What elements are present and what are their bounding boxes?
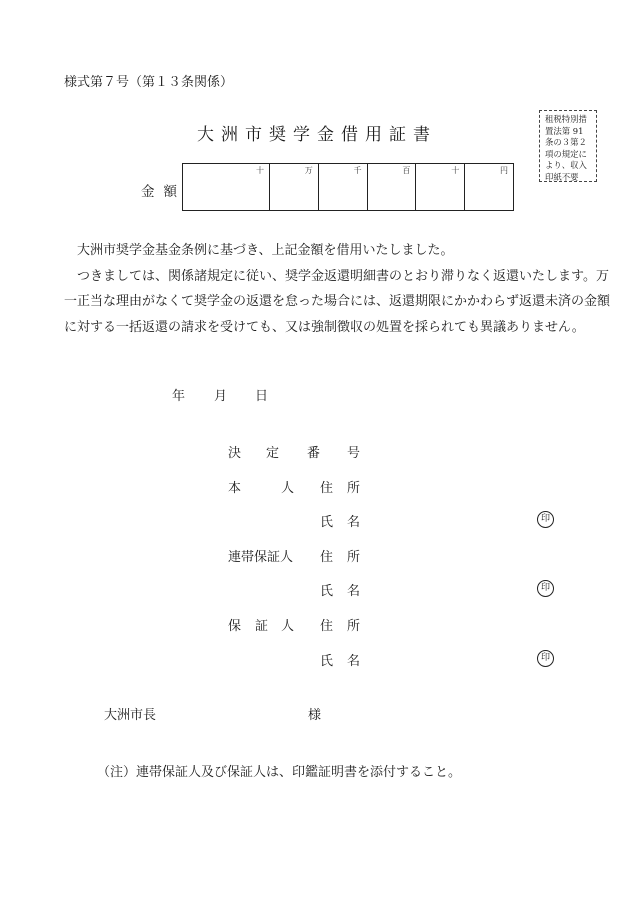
principal-seal-mark: 印 (537, 511, 554, 528)
decision-number-char: 番 (307, 446, 321, 461)
body-text (64, 238, 610, 340)
guarantor-address-label: 住 (320, 619, 334, 634)
date-month: 月 (214, 389, 228, 404)
stamp-note-line: 置法第 91 (545, 125, 584, 136)
unit-label: 千 (353, 166, 362, 175)
decision-number-char: 決 (228, 446, 242, 461)
amount-grid[interactable] (182, 163, 514, 211)
guarantor-name-label: 氏 (320, 654, 334, 669)
stamp-note-line: 印紙不要 (545, 171, 579, 182)
guarantor-label-char: 保 (228, 619, 242, 634)
stamp-note-line: より、収入 (545, 160, 587, 170)
principal-label-char: 人 (281, 481, 295, 496)
joint-guarantor-name-label: 氏 (320, 584, 334, 599)
revenue-stamp-exemption-box (539, 110, 597, 182)
unit-label: 十 (256, 166, 264, 175)
amount-cell[interactable] (367, 164, 416, 210)
amount-cell[interactable] (269, 164, 318, 210)
joint-guarantor-address-label: 住 (320, 550, 334, 565)
principal-name-label: 名 (347, 515, 361, 530)
joint-guarantor-label: 連帯保証人 (228, 550, 294, 565)
unit-label: 十 (451, 166, 460, 175)
decision-number-char: 定 (266, 446, 280, 461)
document-title: 大洲市奨学金借用証書 (197, 125, 437, 145)
date-day: 日 (255, 389, 269, 404)
footnote: （注）連帯保証人及び保証人は、印鑑証明書を添付すること。 (97, 765, 462, 780)
addressee-name: 大洲市長 (104, 708, 157, 723)
principal-address-label: 住 (320, 481, 334, 496)
date-year: 年 (172, 389, 186, 404)
guarantor-seal-mark: 印 (537, 650, 554, 667)
amount-cell[interactable] (464, 164, 513, 210)
form-number: 様式第７号（第１３条関係） (64, 75, 234, 90)
principal-label-char: 本 (228, 481, 242, 496)
unit-label: 百 (402, 166, 411, 175)
amount-cell[interactable] (318, 164, 367, 210)
unit-label: 円 (499, 166, 508, 175)
joint-guarantor-seal-mark: 印 (537, 580, 554, 597)
decision-number-char: 号 (347, 446, 361, 461)
guarantor-name-label: 名 (347, 654, 361, 669)
addressee-honorific: 様 (308, 708, 322, 723)
guarantor-label-char: 証 (255, 619, 269, 634)
amount-cell[interactable] (183, 164, 269, 210)
amount-label: 金額 (141, 184, 186, 200)
stamp-note-line: 項の規定に (545, 148, 587, 159)
body-paragraph: つきましては、関係諸規定に従い、奨学金返還明細書のとおり滞りなく返還いたします。万一正当な理由がなくて奨学金の返還を怠った場合には、返還期限にかかわらず返還未済の金額に対する一括返還の請求を受けても、又は強制徴収の処置を採られても異議ありません。 (64, 268, 611, 335)
stamp-note-line: 租税特別措 (545, 114, 587, 124)
guarantor-address-label: 所 (347, 619, 361, 634)
joint-guarantor-address-label: 所 (347, 550, 361, 565)
unit-label: 万 (304, 166, 313, 175)
principal-name-label: 氏 (320, 515, 334, 530)
body-paragraph: 大洲市奨学金基金条例に基づき、上記金額を借用いたしました。 (77, 243, 454, 258)
amount-cell[interactable] (415, 164, 464, 210)
guarantor-label-char: 人 (281, 619, 295, 634)
joint-guarantor-name-label: 名 (347, 584, 361, 599)
stamp-note-line: 条の３第２ (545, 137, 587, 147)
principal-address-label: 所 (347, 481, 361, 496)
